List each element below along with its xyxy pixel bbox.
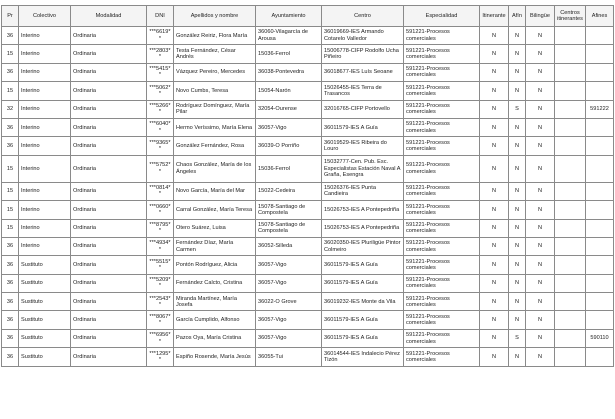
header-centro: Centro bbox=[322, 6, 404, 27]
cell-bilingue: N bbox=[526, 274, 555, 292]
header-centros-itinerantes: Centros itinerantes bbox=[555, 6, 586, 27]
cell-bilingue: N bbox=[526, 293, 555, 311]
cell-especialidad: 591221-Procesos comerciales bbox=[404, 329, 480, 347]
cell-centros-itinerantes bbox=[555, 182, 586, 200]
header-pr: Pr bbox=[2, 6, 19, 27]
table-row bbox=[2, 329, 614, 347]
cell-apellidos-nombre: González Reiriz, Flora María bbox=[174, 27, 256, 45]
cell-itinerante: N bbox=[480, 256, 509, 274]
cell-modalidad: Ordinaria bbox=[71, 293, 147, 311]
cell-colectivo: Sustituto bbox=[19, 348, 71, 366]
document-page bbox=[1, 5, 613, 367]
cell-apellidos-nombre: Miranda Martínez, María Josefa bbox=[174, 293, 256, 311]
cell-dni: ***5266** bbox=[147, 100, 174, 118]
cell-colectivo: Sustituto bbox=[19, 256, 71, 274]
cell-bilingue: N bbox=[526, 82, 555, 100]
cell-especialidad: 591221-Procesos comerciales bbox=[404, 256, 480, 274]
cell-afines bbox=[586, 155, 614, 182]
header-dni: DNI bbox=[147, 6, 174, 27]
cell-pr: 36 bbox=[2, 329, 19, 347]
cell-afin: S bbox=[509, 100, 526, 118]
cell-afin: N bbox=[509, 82, 526, 100]
cell-colectivo: Interino bbox=[19, 100, 71, 118]
cell-bilingue: N bbox=[526, 237, 555, 255]
cell-modalidad: Ordinaria bbox=[71, 155, 147, 182]
header-afin: Afín bbox=[509, 6, 526, 27]
cell-itinerante: N bbox=[480, 274, 509, 292]
cell-bilingue: N bbox=[526, 155, 555, 182]
cell-afin: N bbox=[509, 155, 526, 182]
cell-centros-itinerantes bbox=[555, 45, 586, 63]
cell-itinerante: N bbox=[480, 219, 509, 237]
cell-afin: N bbox=[509, 256, 526, 274]
cell-ayuntamiento: 36060-Vilagarcía de Arousa bbox=[256, 27, 322, 45]
cell-pr: 15 bbox=[2, 45, 19, 63]
cell-afin: N bbox=[509, 45, 526, 63]
cell-itinerante: N bbox=[480, 293, 509, 311]
header-itinerante: Itinerante bbox=[480, 6, 509, 27]
cell-afin: N bbox=[509, 201, 526, 219]
cell-dni: ***2543** bbox=[147, 293, 174, 311]
cell-afin: N bbox=[509, 311, 526, 329]
cell-centros-itinerantes bbox=[555, 137, 586, 155]
cell-centros-itinerantes bbox=[555, 27, 586, 45]
cell-afines bbox=[586, 311, 614, 329]
cell-dni: ***0814** bbox=[147, 182, 174, 200]
table-row bbox=[2, 182, 614, 200]
cell-modalidad: Ordinaria bbox=[71, 63, 147, 81]
cell-especialidad: 591221-Procesos comerciales bbox=[404, 201, 480, 219]
cell-colectivo: Interino bbox=[19, 219, 71, 237]
cell-dni: ***5515** bbox=[147, 256, 174, 274]
cell-dni: ***6040** bbox=[147, 118, 174, 136]
cell-apellidos-nombre: García Cumplido, Alfonso bbox=[174, 311, 256, 329]
cell-centro: 36018677-IES Luís Seoane bbox=[322, 63, 404, 81]
table-row bbox=[2, 118, 614, 136]
header-apellidos: Apellidos y nombre bbox=[174, 6, 256, 27]
table-row bbox=[2, 293, 614, 311]
cell-centros-itinerantes bbox=[555, 219, 586, 237]
cell-colectivo: Sustituto bbox=[19, 293, 71, 311]
cell-apellidos-nombre: Pontón Rodríguez, Alicia bbox=[174, 256, 256, 274]
cell-itinerante: N bbox=[480, 237, 509, 255]
cell-pr: 36 bbox=[2, 237, 19, 255]
table-header bbox=[2, 6, 614, 27]
cell-bilingue: N bbox=[526, 329, 555, 347]
cell-pr: 36 bbox=[2, 311, 19, 329]
table-row bbox=[2, 137, 614, 155]
cell-ayuntamiento: 36057-Vigo bbox=[256, 329, 322, 347]
cell-afin: N bbox=[509, 63, 526, 81]
table-row bbox=[2, 45, 614, 63]
cell-dni: ***9365** bbox=[147, 137, 174, 155]
cell-pr: 15 bbox=[2, 201, 19, 219]
cell-centro: 36014544-IES Indalecio Pérez Tizón bbox=[322, 348, 404, 366]
cell-especialidad: 591221-Procesos comerciales bbox=[404, 219, 480, 237]
cell-pr: 15 bbox=[2, 219, 19, 237]
cell-especialidad: 591221-Procesos comerciales bbox=[404, 27, 480, 45]
cell-pr: 36 bbox=[2, 293, 19, 311]
cell-colectivo: Interino bbox=[19, 201, 71, 219]
cell-dni: ***4934** bbox=[147, 237, 174, 255]
cell-colectivo: Interino bbox=[19, 137, 71, 155]
cell-afines bbox=[586, 237, 614, 255]
cell-centro: 15026376-IES Punta Candieira bbox=[322, 182, 404, 200]
cell-itinerante: N bbox=[480, 155, 509, 182]
cell-apellidos-nombre: Rodríguez Domínguez, María Pilar bbox=[174, 100, 256, 118]
cell-itinerante: N bbox=[480, 348, 509, 366]
cell-apellidos-nombre: Novo Cumbs, Teresa bbox=[174, 82, 256, 100]
cell-ayuntamiento: 36039-O Porriño bbox=[256, 137, 322, 155]
header-row bbox=[2, 6, 614, 27]
cell-ayuntamiento: 15054-Narón bbox=[256, 82, 322, 100]
cell-especialidad: 591221-Procesos comerciales bbox=[404, 45, 480, 63]
cell-afin: N bbox=[509, 27, 526, 45]
table-row bbox=[2, 201, 614, 219]
cell-modalidad: Ordinaria bbox=[71, 27, 147, 45]
cell-afines bbox=[586, 118, 614, 136]
cell-dni: ***5415** bbox=[147, 63, 174, 81]
cell-modalidad: Ordinaria bbox=[71, 348, 147, 366]
cell-centros-itinerantes bbox=[555, 256, 586, 274]
cell-modalidad: Ordinaria bbox=[71, 311, 147, 329]
cell-centro: 36020350-IES Pluriligüe Pintor Colmeiro bbox=[322, 237, 404, 255]
cell-pr: 36 bbox=[2, 274, 19, 292]
table-row bbox=[2, 27, 614, 45]
cell-afines bbox=[586, 82, 614, 100]
cell-afines bbox=[586, 274, 614, 292]
cell-apellidos-nombre: Otero Suárez, Luisa bbox=[174, 219, 256, 237]
cell-dni: ***5752** bbox=[147, 155, 174, 182]
cell-especialidad: 591221-Procesos comerciales bbox=[404, 82, 480, 100]
cell-centros-itinerantes bbox=[555, 348, 586, 366]
cell-bilingue: N bbox=[526, 182, 555, 200]
cell-afines bbox=[586, 45, 614, 63]
cell-itinerante: N bbox=[480, 182, 509, 200]
cell-bilingue: N bbox=[526, 311, 555, 329]
table-row bbox=[2, 82, 614, 100]
cell-afin: N bbox=[509, 219, 526, 237]
cell-centro: 15026455-IES Terra de Trasancos bbox=[322, 82, 404, 100]
cell-centro: 36011579-IES A Guía bbox=[322, 256, 404, 274]
cell-afines bbox=[586, 348, 614, 366]
cell-colectivo: Interino bbox=[19, 237, 71, 255]
cell-centros-itinerantes bbox=[555, 201, 586, 219]
cell-especialidad: 591221-Procesos comerciales bbox=[404, 237, 480, 255]
cell-especialidad: 591221-Procesos comerciales bbox=[404, 155, 480, 182]
cell-apellidos-nombre: Chaos González, María de los Ángeles bbox=[174, 155, 256, 182]
cell-afines bbox=[586, 293, 614, 311]
cell-bilingue: N bbox=[526, 201, 555, 219]
cell-ayuntamiento: 36038-Pontevedra bbox=[256, 63, 322, 81]
cell-dni: ***2803** bbox=[147, 45, 174, 63]
cell-centro: 36011579-IES A Guía bbox=[322, 274, 404, 292]
cell-itinerante: N bbox=[480, 63, 509, 81]
cell-modalidad: Ordinaria bbox=[71, 256, 147, 274]
cell-ayuntamiento: 15022-Cedeira bbox=[256, 182, 322, 200]
cell-ayuntamiento: 15078-Santiago de Compostela bbox=[256, 219, 322, 237]
cell-colectivo: Sustituto bbox=[19, 311, 71, 329]
table-row bbox=[2, 311, 614, 329]
cell-ayuntamiento: 15078-Santiago de Compostela bbox=[256, 201, 322, 219]
cell-itinerante: N bbox=[480, 311, 509, 329]
cell-afin: N bbox=[509, 118, 526, 136]
cell-colectivo: Interino bbox=[19, 182, 71, 200]
cell-colectivo: Interino bbox=[19, 63, 71, 81]
cell-colectivo: Interino bbox=[19, 45, 71, 63]
cell-centro: 36011579-IES A Guía bbox=[322, 329, 404, 347]
cell-bilingue: N bbox=[526, 137, 555, 155]
cell-especialidad: 591221-Procesos comerciales bbox=[404, 137, 480, 155]
cell-ayuntamiento: 36055-Tui bbox=[256, 348, 322, 366]
table-row bbox=[2, 219, 614, 237]
cell-centros-itinerantes bbox=[555, 274, 586, 292]
cell-modalidad: Ordinaria bbox=[71, 82, 147, 100]
table-row bbox=[2, 274, 614, 292]
cell-dni: ***8067** bbox=[147, 311, 174, 329]
cell-ayuntamiento: 36057-Vigo bbox=[256, 256, 322, 274]
cell-centro: 15026753-IES A Pontepedriña bbox=[322, 219, 404, 237]
cell-centros-itinerantes bbox=[555, 329, 586, 347]
cell-especialidad: 591221-Procesos comerciales bbox=[404, 182, 480, 200]
header-especialidad: Especialidad bbox=[404, 6, 480, 27]
cell-centro: 32016765-CIFP Portovello bbox=[322, 100, 404, 118]
cell-centro: 36011579-IES A Guía bbox=[322, 311, 404, 329]
cell-apellidos-nombre: Espiño Rosende, María Jesús bbox=[174, 348, 256, 366]
cell-especialidad: 591221-Procesos comerciales bbox=[404, 274, 480, 292]
cell-afines: 591222 bbox=[586, 100, 614, 118]
cell-apellidos-nombre: Hermo Veríssimo, María Elena bbox=[174, 118, 256, 136]
cell-colectivo: Interino bbox=[19, 118, 71, 136]
cell-afin: N bbox=[509, 182, 526, 200]
cell-itinerante: N bbox=[480, 82, 509, 100]
cell-centro: 36011579-IES A Guía bbox=[322, 118, 404, 136]
cell-modalidad: Ordinaria bbox=[71, 182, 147, 200]
cell-afin: S bbox=[509, 329, 526, 347]
table-body bbox=[2, 27, 614, 367]
cell-itinerante: N bbox=[480, 137, 509, 155]
cell-especialidad: 591221-Procesos comerciales bbox=[404, 348, 480, 366]
header-bilingue: Bilingüe bbox=[526, 6, 555, 27]
cell-colectivo: Sustituto bbox=[19, 329, 71, 347]
cell-especialidad: 591221-Procesos comerciales bbox=[404, 293, 480, 311]
header-modalidad: Modalidad bbox=[71, 6, 147, 27]
cell-apellidos-nombre: Pazos Oya, María Cristina bbox=[174, 329, 256, 347]
cell-modalidad: Ordinaria bbox=[71, 329, 147, 347]
cell-ayuntamiento: 36052-Silleda bbox=[256, 237, 322, 255]
cell-dni: ***6619** bbox=[147, 27, 174, 45]
header-ayuntamiento: Ayuntamiento bbox=[256, 6, 322, 27]
cell-bilingue: N bbox=[526, 219, 555, 237]
cell-centro: 15026753-IES A Pontepedriña bbox=[322, 201, 404, 219]
table-row bbox=[2, 155, 614, 182]
cell-modalidad: Ordinaria bbox=[71, 137, 147, 155]
cell-colectivo: Interino bbox=[19, 82, 71, 100]
cell-centros-itinerantes bbox=[555, 293, 586, 311]
cell-pr: 36 bbox=[2, 256, 19, 274]
cell-afines bbox=[586, 63, 614, 81]
table-row bbox=[2, 100, 614, 118]
cell-apellidos-nombre: Fernández Calcto, Cristina bbox=[174, 274, 256, 292]
cell-centro: 15006778-CIFP Rodolfo Ucha Piñeiro bbox=[322, 45, 404, 63]
cell-centro: 36019529-IES Ribeira do Louro bbox=[322, 137, 404, 155]
cell-afines bbox=[586, 256, 614, 274]
cell-ayuntamiento: 36022-O Grove bbox=[256, 293, 322, 311]
cell-modalidad: Ordinaria bbox=[71, 118, 147, 136]
cell-afines bbox=[586, 219, 614, 237]
cell-bilingue: N bbox=[526, 63, 555, 81]
cell-ayuntamiento: 36057-Vigo bbox=[256, 311, 322, 329]
cell-afines bbox=[586, 182, 614, 200]
cell-ayuntamiento: 15036-Ferrol bbox=[256, 155, 322, 182]
cell-pr: 15 bbox=[2, 155, 19, 182]
cell-pr: 36 bbox=[2, 63, 19, 81]
cell-pr: 15 bbox=[2, 82, 19, 100]
cell-afines: 590110 bbox=[586, 329, 614, 347]
cell-afin: N bbox=[509, 237, 526, 255]
cell-bilingue: N bbox=[526, 118, 555, 136]
table-row bbox=[2, 63, 614, 81]
cell-centros-itinerantes bbox=[555, 63, 586, 81]
cell-bilingue: N bbox=[526, 256, 555, 274]
cell-pr: 36 bbox=[2, 118, 19, 136]
cell-centros-itinerantes bbox=[555, 82, 586, 100]
cell-afin: N bbox=[509, 274, 526, 292]
cell-afin: N bbox=[509, 348, 526, 366]
cell-modalidad: Ordinaria bbox=[71, 237, 147, 255]
cell-itinerante: N bbox=[480, 100, 509, 118]
cell-centro: 36019232-IES Monte da Vila bbox=[322, 293, 404, 311]
cell-apellidos-nombre: González Fernández, Rosa bbox=[174, 137, 256, 155]
cell-colectivo: Sustituto bbox=[19, 274, 71, 292]
cell-centro: 15032777-Cen. Pub. Esc. Especialistas Estación Naval A Graña, Esengra bbox=[322, 155, 404, 182]
table-row bbox=[2, 348, 614, 366]
assignment-table bbox=[1, 5, 614, 367]
cell-especialidad: 591221-Procesos comerciales bbox=[404, 63, 480, 81]
cell-bilingue: N bbox=[526, 45, 555, 63]
cell-dni: ***6956** bbox=[147, 329, 174, 347]
cell-apellidos-nombre: Testa Fernández, César Andrés bbox=[174, 45, 256, 63]
cell-itinerante: N bbox=[480, 45, 509, 63]
cell-centros-itinerantes bbox=[555, 100, 586, 118]
cell-ayuntamiento: 32054-Ourense bbox=[256, 100, 322, 118]
cell-colectivo: Interino bbox=[19, 155, 71, 182]
cell-pr: 36 bbox=[2, 137, 19, 155]
table-row bbox=[2, 256, 614, 274]
cell-centro: 36019669-IES Armando Cotarelo Valledor bbox=[322, 27, 404, 45]
cell-itinerante: N bbox=[480, 329, 509, 347]
cell-bilingue: N bbox=[526, 27, 555, 45]
cell-dni: ***5062** bbox=[147, 82, 174, 100]
cell-dni: ***5209** bbox=[147, 274, 174, 292]
cell-afin: N bbox=[509, 137, 526, 155]
cell-dni: ***8795** bbox=[147, 219, 174, 237]
cell-afines bbox=[586, 27, 614, 45]
cell-colectivo: Interino bbox=[19, 27, 71, 45]
cell-bilingue: N bbox=[526, 100, 555, 118]
cell-modalidad: Ordinaria bbox=[71, 201, 147, 219]
cell-bilingue: N bbox=[526, 348, 555, 366]
cell-modalidad: Ordinaria bbox=[71, 219, 147, 237]
cell-pr: 15 bbox=[2, 182, 19, 200]
cell-centros-itinerantes bbox=[555, 311, 586, 329]
cell-modalidad: Ordinaria bbox=[71, 45, 147, 63]
cell-pr: 36 bbox=[2, 348, 19, 366]
cell-afines bbox=[586, 137, 614, 155]
cell-apellidos-nombre: Carral González, María Teresa bbox=[174, 201, 256, 219]
cell-pr: 32 bbox=[2, 100, 19, 118]
cell-modalidad: Ordinaria bbox=[71, 100, 147, 118]
cell-centros-itinerantes bbox=[555, 118, 586, 136]
cell-afin: N bbox=[509, 293, 526, 311]
cell-especialidad: 591221-Procesos comerciales bbox=[404, 118, 480, 136]
cell-pr: 36 bbox=[2, 27, 19, 45]
cell-apellidos-nombre: Vázquez Pereiro, Mercedes bbox=[174, 63, 256, 81]
cell-centros-itinerantes bbox=[555, 237, 586, 255]
cell-itinerante: N bbox=[480, 118, 509, 136]
header-colectivo: Colectivo bbox=[19, 6, 71, 27]
cell-ayuntamiento: 15036-Ferrol bbox=[256, 45, 322, 63]
cell-dni: ***1295** bbox=[147, 348, 174, 366]
cell-itinerante: N bbox=[480, 27, 509, 45]
table-row bbox=[2, 237, 614, 255]
cell-centros-itinerantes bbox=[555, 155, 586, 182]
cell-apellidos-nombre: Novo García, María del Mar bbox=[174, 182, 256, 200]
cell-especialidad: 591221-Procesos comerciales bbox=[404, 311, 480, 329]
cell-ayuntamiento: 36057-Vigo bbox=[256, 118, 322, 136]
cell-ayuntamiento: 36057-Vigo bbox=[256, 274, 322, 292]
cell-itinerante: N bbox=[480, 201, 509, 219]
cell-dni: ***0660** bbox=[147, 201, 174, 219]
cell-apellidos-nombre: Fernández Díaz, María Carmen bbox=[174, 237, 256, 255]
cell-especialidad: 591221-Procesos comerciales bbox=[404, 100, 480, 118]
cell-afines bbox=[586, 201, 614, 219]
cell-modalidad: Ordinaria bbox=[71, 274, 147, 292]
header-afines: Afines bbox=[586, 6, 614, 27]
